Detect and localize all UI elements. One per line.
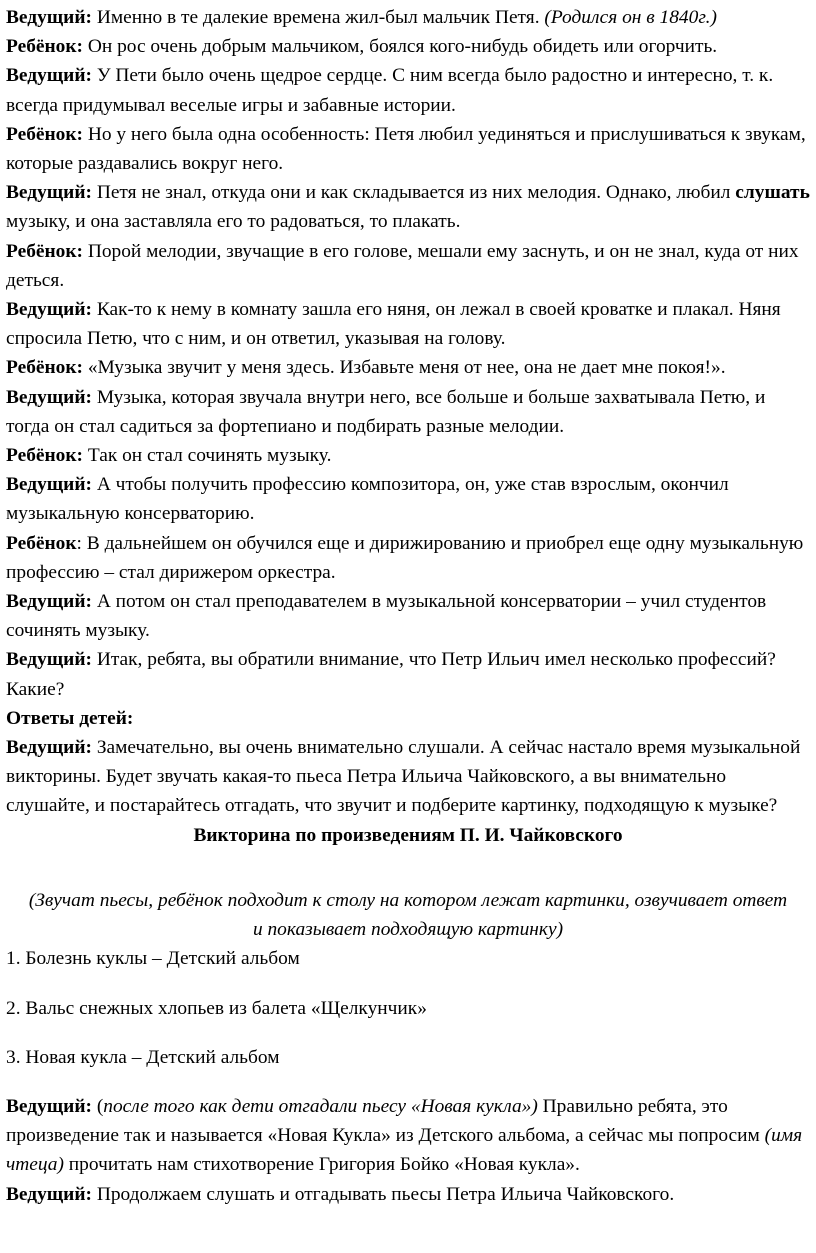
quiz-item-3: 3. Новая кукла – Детский альбом (6, 1046, 280, 1068)
paragraph-text: Музыка, которая звучала внутри него, все больше и больше захватывала Петю, и тогда он стал садиться за фортепиано и подбирать разные мелодии. (6, 386, 766, 437)
paragraph-8 (6, 353, 810, 382)
paragraph-text: ( (91, 1095, 104, 1117)
stage-direction: (Звучат пьесы, ребёнок подходит к столу на котором лежат картинки, озвучивает ответ и показывает подходящую картинку) (28, 889, 788, 941)
paragraph-text: Так он стал сочинять музыку. (83, 445, 332, 467)
paragraph-3 (6, 61, 810, 119)
paragraph-14 (6, 645, 810, 703)
paragraph-text: Но у него была одна особенность: Петя любил уединяться и прислушиваться к звукам, которые раздавались вокруг него. (6, 123, 806, 175)
speaker-label: Ведущий: (6, 7, 92, 28)
speaker-label: Ребёнок: (6, 240, 83, 262)
paragraph-18 (6, 1180, 810, 1209)
paragraph-4 (6, 120, 810, 178)
paragraph-text: А чтобы получить профессию композитора, он, уже став взрослым, окончил музыкальную консерваторию. (6, 474, 729, 525)
paragraph-text: А потом он стал преподавателем в музыкальной консерватории – учил студентов сочинять музыку. (6, 591, 767, 642)
speaker-label: Ведущий: (6, 649, 92, 671)
paragraph-text: Именно в те далекие времена жил-был мальчик Петя. (91, 7, 545, 28)
italic-note: после того как дети отгадали пьесу «Новая кукла») (103, 1095, 538, 1117)
paragraph-text: музыку, и она заставляла его то радоваться, то плакать. (6, 211, 461, 233)
quiz-item-2: 2. Вальс снежных хлопьев из балета «Щелкунчик» (6, 997, 427, 1019)
speaker-label: Ведущий: (6, 737, 92, 759)
speaker-label: Ребёнок: (6, 357, 83, 379)
spacer (6, 1023, 810, 1043)
spacer (6, 974, 810, 994)
paragraph-text: У Пети было очень щедрое сердце. С ним всегда было радостно и интересно, т. к. всегда придумывал веселые игры и забавные истории. (6, 65, 774, 116)
paragraph-text: Итак, ребята, вы обратили внимание, что Петр Ильич имел несколько профессий? Какие? (6, 649, 776, 700)
paragraph-text: Петя не знал, откуда они и как складывается из них мелодия. Однако, любил (91, 182, 736, 204)
paragraph-5 (6, 178, 810, 236)
speaker-label: Ведущий: (6, 65, 92, 87)
speaker-label: Ответы детей: (6, 707, 134, 729)
quiz-heading: Викторина по произведениям П. И. Чайковского (193, 824, 623, 846)
paragraph-1 (6, 3, 810, 32)
paragraph-10 (6, 441, 810, 470)
speaker-label: Ведущий: (6, 386, 92, 408)
paragraph-text: Правильно ребята, это произведение так и называется «Новая Кукла» из Детского альбома, а сейчас мы попросим (6, 1095, 765, 1147)
paragraph-2 (6, 32, 810, 61)
paragraph-text: : В дальнейшем он обучился еще и дирижированию и приобрел еще одну музыкальную профессию – стал дирижером оркестра. (6, 532, 804, 583)
spacer (6, 850, 810, 886)
speaker-label: Ведущий: (6, 182, 92, 204)
paragraph-16 (6, 733, 810, 821)
paragraph-text: «Музыка звучит у меня здесь. Избавьте меня от нее, она не дает мне покоя!». (83, 357, 726, 379)
speaker-label: Ведущий: (6, 591, 92, 613)
speaker-label: Ребёнок (6, 532, 77, 554)
paragraph-text: Замечательно, вы очень внимательно слушали. А сейчас настало время музыкальной викторины. Будет звучать какая-то пьеса Петра Ильича Чайковского, а вы внимательно слушайте, и постарайтесь отгадать, что звучит и подберите картинку, подходящую к музыке? (6, 737, 801, 817)
paragraph-text: Продолжаем слушать и отгадывать пьесы Петра Ильича Чайковского. (91, 1183, 675, 1205)
paragraph-text: Порой мелодии, звучащие в его голове, мешали ему заснуть, и он не знал, куда от них деться. (6, 240, 799, 291)
speaker-label: Ведущий: (6, 1183, 92, 1205)
paragraph-text: прочитать нам стихотворение Григория Бойко «Новая кукла». (63, 1154, 580, 1176)
emphasized-word: слушать (735, 182, 810, 204)
paragraph-15 (6, 704, 810, 733)
speaker-label: Ведущий: (6, 299, 92, 321)
spacer (6, 1072, 810, 1092)
speaker-label: Ведущий: (6, 1095, 92, 1117)
speaker-label: Ребёнок: (6, 36, 83, 58)
paragraph-text: Как-то к нему в комнату зашла его няня, он лежал в своей кроватке и плакал. Няня спросила Петю, что с ним, и он ответил, указывая на голову. (6, 299, 781, 350)
reader-name-placeholder: (имя чтеца) (6, 1125, 803, 1176)
paragraph-11 (6, 470, 810, 528)
paragraph-13 (6, 587, 810, 645)
paragraph-7 (6, 295, 810, 353)
speaker-label: Ребёнок: (6, 445, 83, 467)
birth-note: (Родился он в 1840г.) (544, 7, 717, 28)
paragraph-text: Он рос очень добрым мальчиком, боялся кого-нибудь обидеть или огорчить. (83, 36, 718, 58)
paragraph-12 (6, 529, 810, 587)
speaker-label: Ведущий: (6, 474, 92, 496)
paragraph-9 (6, 383, 810, 441)
paragraph-6 (6, 237, 810, 295)
paragraph-17 (6, 1092, 810, 1180)
quiz-item-1: 1. Болезнь куклы – Детский альбом (6, 948, 300, 970)
speaker-label: Ребёнок: (6, 123, 83, 145)
